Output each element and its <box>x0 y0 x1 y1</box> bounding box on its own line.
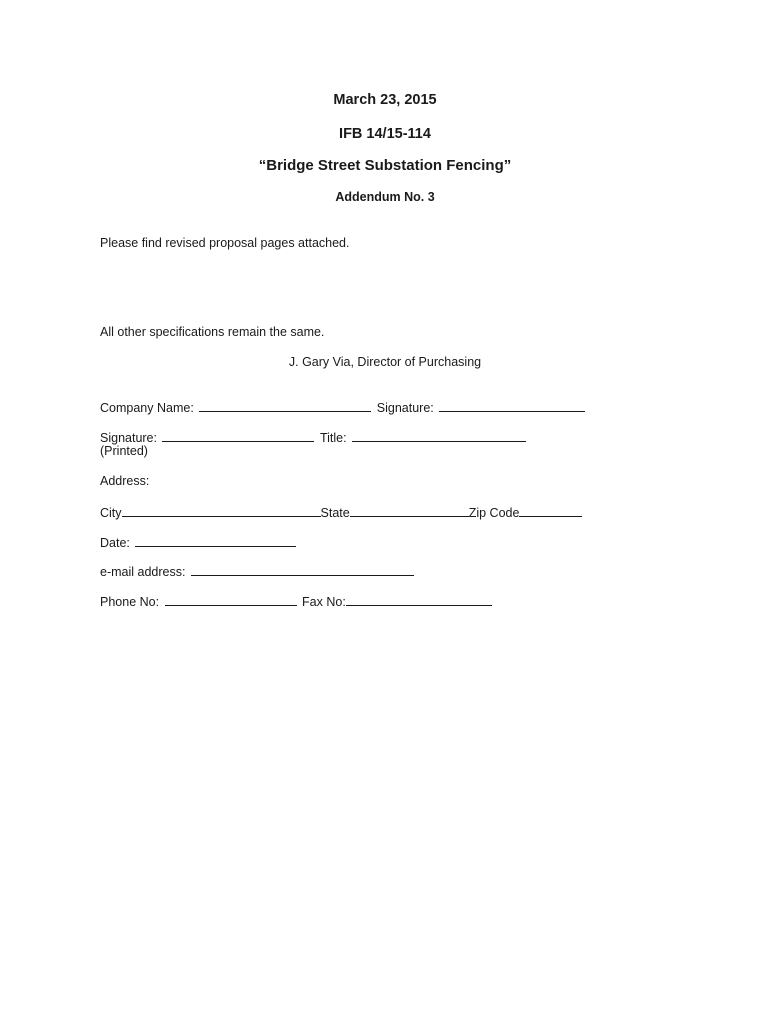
state-field[interactable] <box>350 504 469 517</box>
city-state-zip-row <box>100 504 582 520</box>
address-label: Address: <box>100 474 150 488</box>
other-specs-text: All other specifications remain the same. <box>100 325 325 339</box>
company-name-field[interactable] <box>199 399 371 412</box>
zip-field[interactable] <box>519 504 582 517</box>
zip-label: Zip Code <box>468 506 520 520</box>
printed-signature-row <box>100 429 528 445</box>
date-field[interactable] <box>135 534 296 547</box>
title-label: Title: <box>319 431 347 445</box>
addendum-number: Addendum No. 3 <box>335 190 435 204</box>
fax-field[interactable] <box>346 593 492 606</box>
city-label: City <box>100 506 122 520</box>
phone-label: Phone No: <box>100 595 160 609</box>
email-field[interactable] <box>191 563 414 576</box>
printed-signature-field[interactable] <box>162 429 314 442</box>
city-field[interactable] <box>122 504 321 517</box>
phone-fax-row <box>100 593 492 609</box>
date-row <box>100 534 298 550</box>
email-label: e-mail address: <box>100 565 186 579</box>
company-name-label: Company Name: <box>100 401 194 415</box>
printed-signature-label: Signature: <box>100 431 157 445</box>
signature-field[interactable] <box>439 399 585 412</box>
title-field[interactable] <box>352 429 526 442</box>
signed-by: J. Gary Via, Director of Purchasing <box>288 355 482 369</box>
signature-label: Signature: <box>376 401 434 415</box>
company-row <box>100 399 587 415</box>
project-title: “Bridge Street Substation Fencing” <box>258 157 512 174</box>
email-row <box>100 563 416 579</box>
ifb-number: IFB 14/15-114 <box>339 126 431 142</box>
intro-text: Please find revised proposal pages attached. <box>100 236 350 250</box>
document-date: March 23, 2015 <box>333 92 437 108</box>
state-label: State <box>320 506 350 520</box>
date-label: Date: <box>100 536 130 550</box>
phone-field[interactable] <box>165 593 297 606</box>
fax-label: Fax No: <box>302 595 346 609</box>
printed-note: (Printed) <box>100 444 148 458</box>
